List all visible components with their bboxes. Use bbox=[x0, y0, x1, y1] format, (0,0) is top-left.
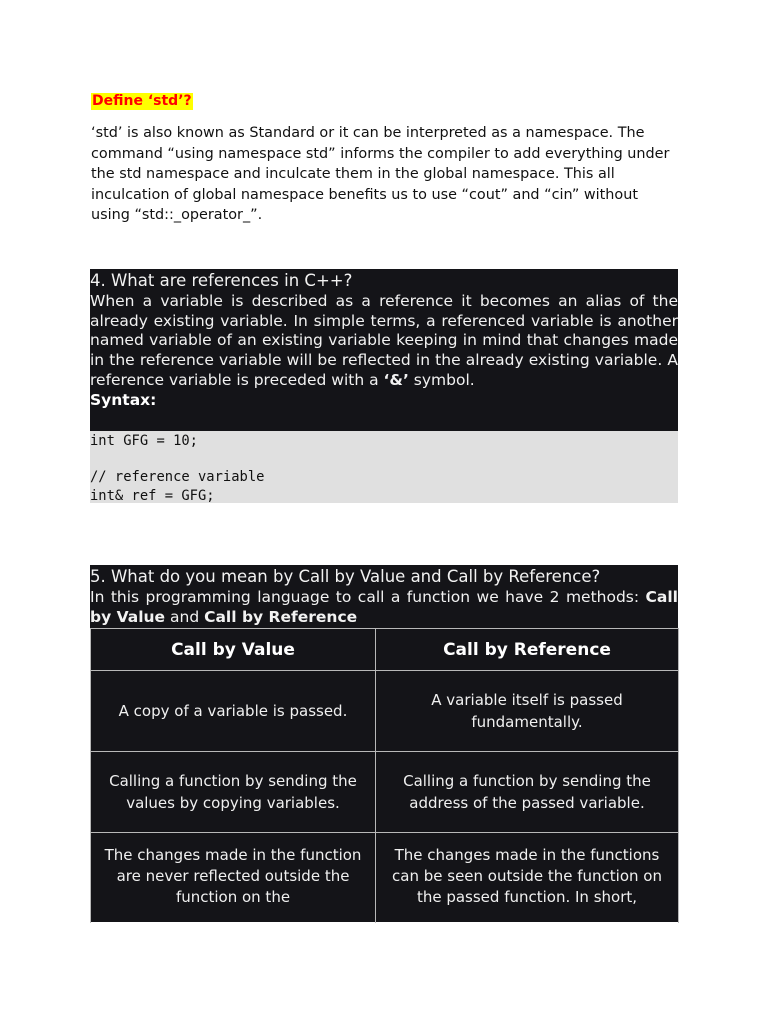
table-cell: A copy of a variable is passed. bbox=[91, 671, 376, 752]
table-cell: The changes made in the function are never reflected outside the function on the bbox=[91, 833, 376, 923]
header-call-by-reference: Call by Reference bbox=[376, 629, 679, 671]
code-line bbox=[90, 450, 678, 468]
syntax-label: Syntax: bbox=[90, 390, 157, 409]
table-header-row bbox=[91, 629, 679, 671]
references-paragraph-end: symbol. bbox=[408, 370, 475, 389]
call-by-intro-text: In this programming language to call a function we have 2 methods: bbox=[90, 588, 646, 606]
define-std-heading: Define ‘std’? bbox=[92, 93, 192, 109]
table-cell: Calling a function by sending the address of the passed variable. bbox=[376, 752, 679, 833]
references-title: 4. What are references in C++? bbox=[90, 271, 353, 290]
references-section bbox=[90, 269, 678, 431]
table-cell: The changes made in the functions can be seen outside the function on the passed function. In short, bbox=[376, 833, 679, 923]
header-call-by-value: Call by Value bbox=[91, 629, 376, 671]
code-line: int& ref = GFG; bbox=[90, 487, 215, 504]
references-paragraph-text: When a variable is described as a reference it becomes an alias of the already existing variable. In simple terms, a referenced variable is another named variable of an existing variable keeping in mind that changes made in the reference variable will be reflected in the already existing variable. A reference variable is preceded with a bbox=[90, 292, 678, 389]
ampersand-symbol: ‘&’ bbox=[383, 370, 409, 389]
references-paragraph bbox=[90, 292, 678, 391]
call-by-section bbox=[90, 565, 678, 922]
define-std-paragraph: ‘std’ is also known as Standard or it can be interpreted as a namespace. The command “using namespace std” informs the compiler to add everything under the std namespace and inculcate them in the global namespace. This all inculcation of global namespace benefits us to use “cout” and “cin” without using “std::_operator_”. bbox=[91, 125, 670, 224]
comparison-table bbox=[90, 628, 679, 923]
code-line: // reference variable bbox=[90, 469, 265, 486]
table-row bbox=[91, 671, 679, 752]
code-line: int GFG = 10; bbox=[90, 433, 198, 449]
call-by-value-term: Call by Value bbox=[90, 588, 678, 626]
call-by-reference-term: Call by Reference bbox=[204, 607, 358, 626]
table-row bbox=[91, 752, 679, 833]
table-cell: A variable itself is passed fundamentally. bbox=[376, 671, 679, 752]
table-row bbox=[91, 833, 679, 923]
call-by-intro-and: and bbox=[165, 607, 205, 626]
call-by-intro bbox=[90, 588, 678, 627]
call-by-title: 5. What do you mean by Call by Value and Call by Reference? bbox=[90, 567, 601, 586]
table-cell: Calling a function by sending the values by copying variables. bbox=[91, 752, 376, 833]
code-snippet bbox=[90, 431, 678, 503]
